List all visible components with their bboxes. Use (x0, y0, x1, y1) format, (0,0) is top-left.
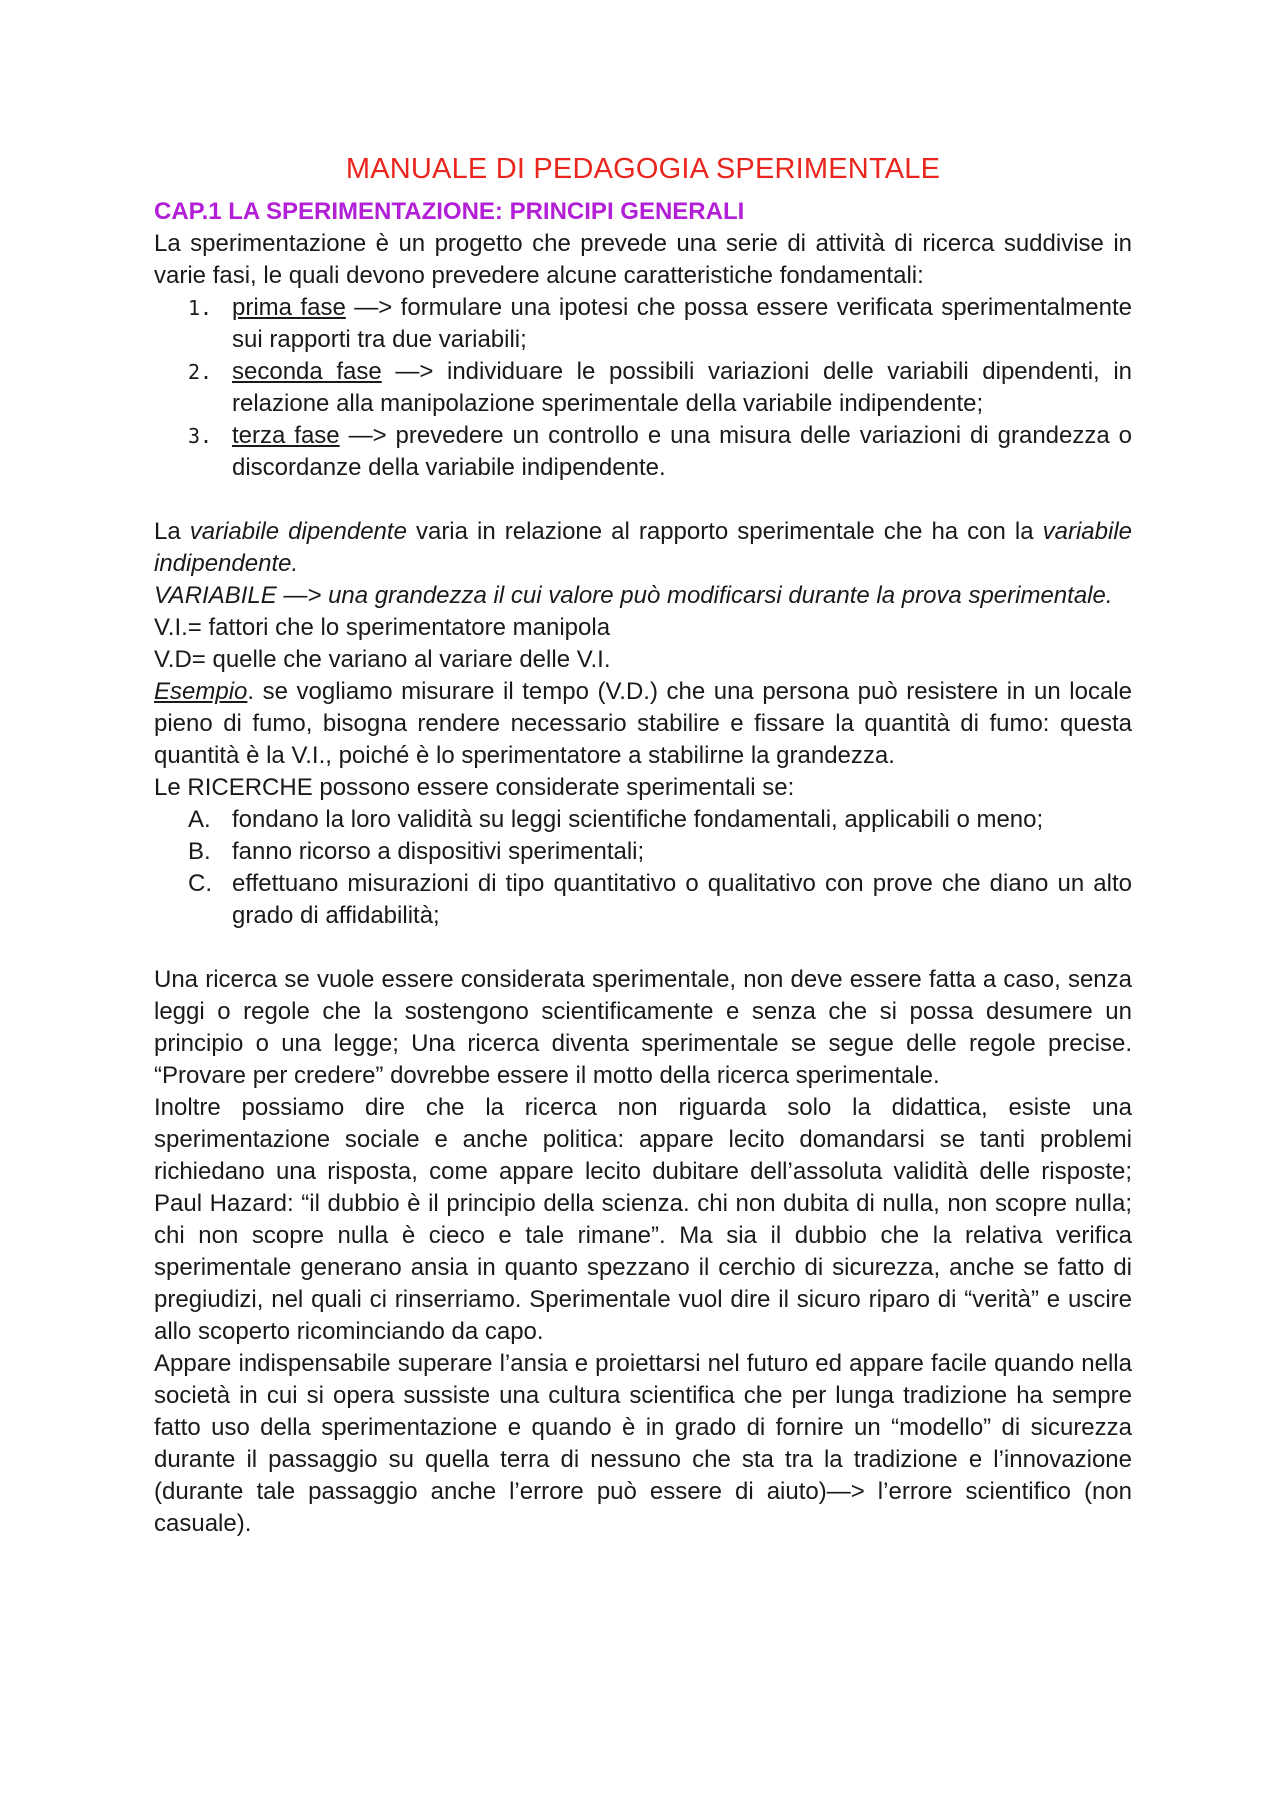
text-run: La (154, 518, 190, 545)
criteria-text: effettuano misurazioni di tipo quantitativo o qualitativo con prove che diano un alto grado di affidabilità; (232, 870, 1132, 929)
criteria-text: fondano la loro validità su leggi scientifiche fondamentali, applicabili o meno; (232, 806, 1044, 833)
intro-paragraph: La sperimentazione è un progetto che prevede una serie di attività di ricerca suddivise in varie fasi, le quali devono prevedere alcune caratteristiche fondamentali: (154, 230, 1132, 289)
phase-number: 3. (188, 424, 213, 448)
example-text: . se vogliamo misurare il tempo (V.D.) che una persona può resistere in un locale pieno di fumo, bisogna rendere necessario stabilire e fissare la quantità di fumo: questa quantità è la V.I., poiché è lo sperimentatore a stabilirne la grandezza. (154, 678, 1132, 769)
criteria-letter: A. (188, 806, 211, 833)
criteria-text: fanno ricorso a dispositivi sperimentali; (232, 838, 645, 865)
variable-definition: VARIABILE —> una grandezza il cui valore può modificarsi durante la prova sperimentale. (154, 582, 1113, 609)
phases-list (154, 292, 1132, 484)
spacer (154, 484, 1132, 516)
text-run-italic: variabile dipendente (189, 518, 407, 545)
criteria-letter: B. (188, 838, 211, 865)
body-paragraph-1: Una ricerca se vuole essere considerata sperimentale, non deve essere fatta a caso, senza leggi o regole che la sostengono scientificamente e senza che si possa desumere un principio o una legge; Una ricerca diventa sperimentale se segue delle regole precise. “Provare per credere” dovrebbe essere il motto della ricerca sperimentale. (154, 966, 1132, 1089)
dependent-variable-paragraph (154, 516, 1132, 580)
criteria-list (154, 804, 1132, 932)
chapter-heading: CAP.1 LA SPERIMENTAZIONE: PRINCIPI GENERALI (154, 198, 745, 225)
criteria-item (154, 868, 1132, 932)
text-run: varia in relazione al rapporto sperimentale che ha con la (406, 518, 1043, 545)
vi-definition: V.I.= fattori che lo sperimentatore manipola (154, 614, 611, 641)
criteria-letter: C. (188, 870, 212, 897)
phase-text: —> prevedere un controllo e una misura delle variazioni di grandezza o discordanze della variabile indipendente. (232, 422, 1132, 481)
phase-item (154, 292, 1132, 356)
phase-number: 1. (188, 296, 213, 320)
example-label: Esempio (154, 678, 248, 705)
phase-item (154, 356, 1132, 420)
criteria-item (154, 836, 1132, 868)
phase-text: —> individuare le possibili variazioni delle variabili dipendenti, in relazione alla manipolazione sperimentale della variabile indipendente; (232, 358, 1132, 417)
phase-item (154, 420, 1132, 484)
research-intro: Le RICERCHE possono essere considerate sperimentali se: (154, 774, 795, 801)
phase-text: —> formulare una ipotesi che possa essere verificata sperimentalmente sui rapporti tra due variabili; (232, 294, 1132, 353)
vd-definition: V.D= quelle che variano al variare delle V.I. (154, 646, 611, 673)
phase-term: seconda fase (232, 358, 382, 385)
body-paragraph-3: Appare indispensabile superare l’ansia e proiettarsi nel futuro ed appare facile quando nella società in cui si opera sussiste una cultura scientifica che per lunga tradizione ha sempre fatto uso della sperimentazione e quando è in grado di fornire un “modello” di sicurezza durante il passaggio su quella terra di nessuno che sta tra la tradizione e l’innovazione (durante tale passaggio anche l’errore può essere di aiuto)—> l’errore scientifico (non casuale). (154, 1350, 1132, 1537)
phase-term: prima fase (232, 294, 346, 321)
body-paragraph-2: Inoltre possiamo dire che la ricerca non riguarda solo la didattica, esiste una sperimentazione sociale e anche politica: appare lecito domandarsi se tanti problemi richiedano una risposta, come appare lecito dubitare dell’assoluta validità delle risposte; Paul Hazard: “il dubbio è il principio della scienza. chi non dubita di nulla, non scopre nulla; chi non scopre nulla è cieco e tale rimane”. Ma sia il dubbio che la relativa verifica sperimentale generano ansia in quanto spezzano il cerchio di sicurezza, anche se fatto di pregiudizi, nel quali ci rinserriamo. Sperimentale vuol dire il sicuro riparo di “verità” e uscire allo scoperto ricominciando da capo. (154, 1094, 1132, 1345)
text-run-italic: variabile indipendente. (154, 518, 1133, 577)
document-title: MANUALE DI PEDAGOGIA SPERIMENTALE (345, 153, 941, 185)
criteria-item (154, 804, 1132, 836)
spacer (154, 932, 1132, 964)
example-paragraph (154, 676, 1132, 772)
phase-term: terza fase (232, 422, 340, 449)
phase-number: 2. (188, 360, 213, 384)
